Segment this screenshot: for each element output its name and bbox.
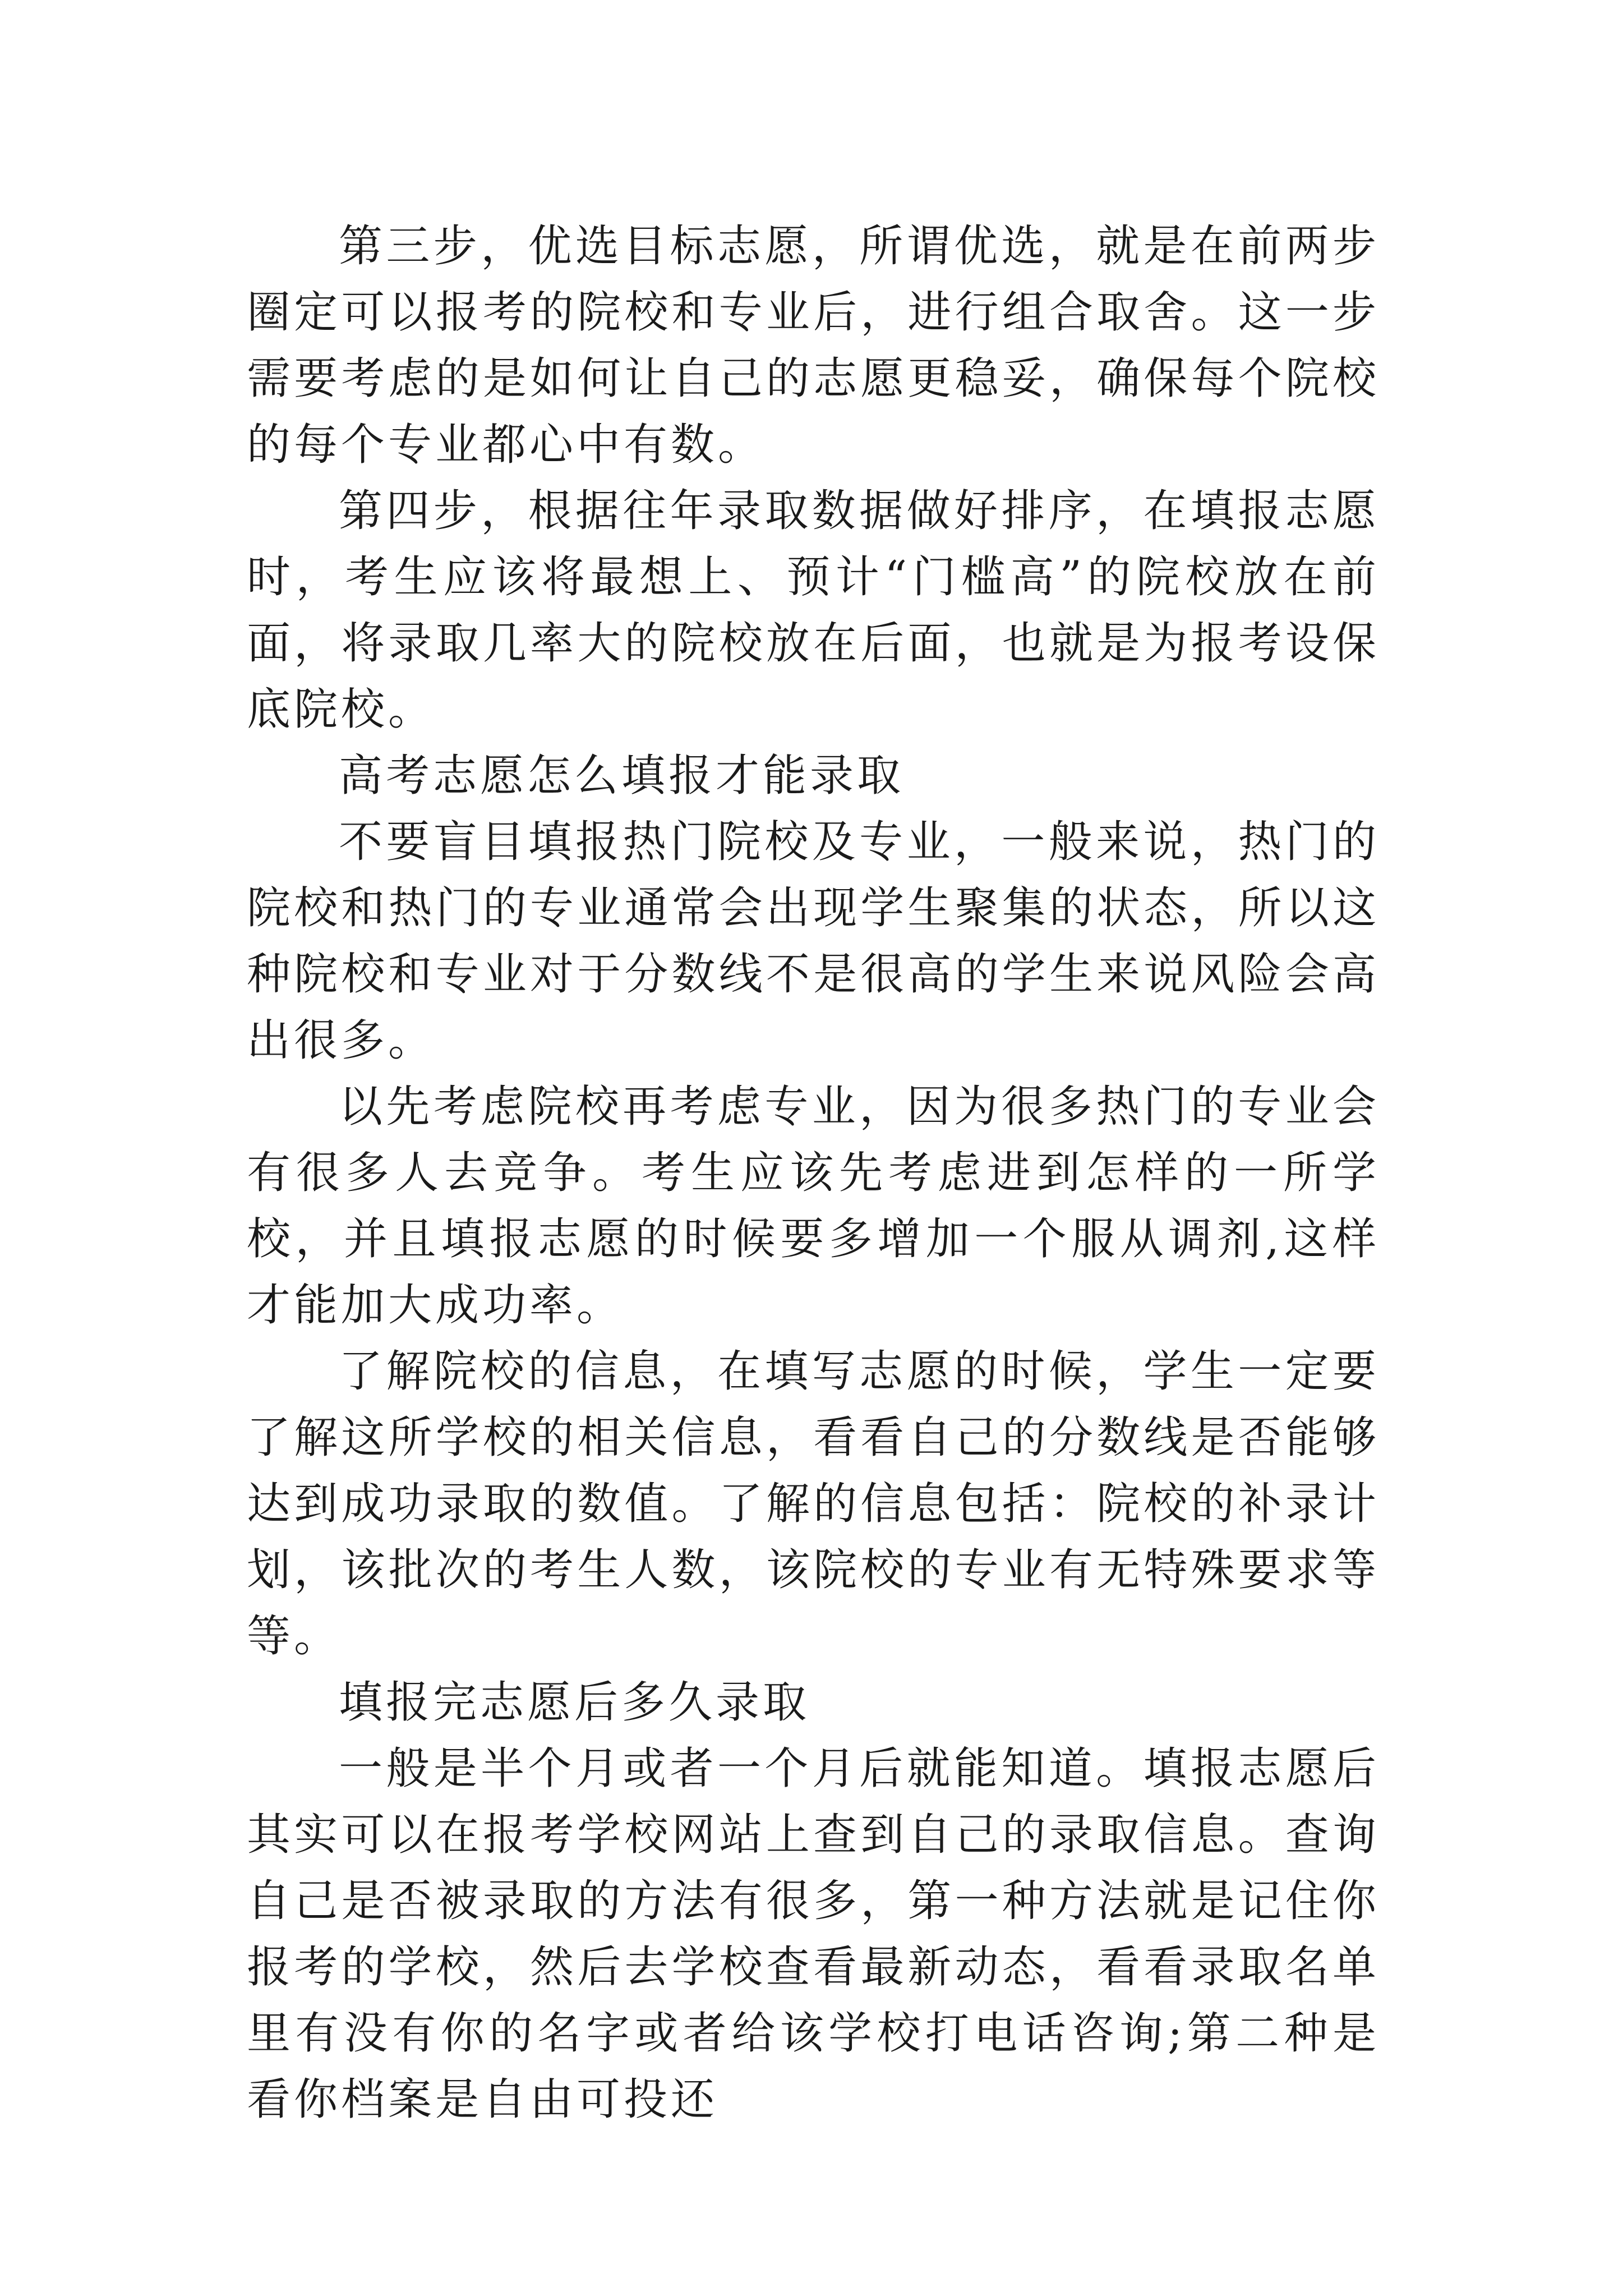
paragraph-step-three: 第三步，优选目标志愿，所谓优选，就是在前两步圈定可以报考的院校和专业后，进行组合取舍。这一步需要考虑的是如何让自己的志愿更稳妥，确保每个院校的每个专业都心中有数。 bbox=[247, 221, 1380, 470]
paragraph-admission-timing: 一般是半个月或者一个月后就能知道。填报志愿后其实可以在报考学校网站上查到自己的录取信息。查询自己是否被录取的方法有很多，第一种方法就是记住你报考的学校，然后去学校查看最新动态，看看录取名单里有没有你的名字或者给该学校打电话咨询;第二种是看你档案是自由可投还 bbox=[247, 1743, 1380, 2125]
paragraph-avoid-popular: 不要盲目填报热门院校及专业，一般来说，热门的院校和热门的专业通常会出现学生聚集的状态，所以这种院校和专业对于分数线不是很高的学生来说风险会高出很多。 bbox=[247, 817, 1380, 1066]
paragraph-step-four: 第四步，根据往年录取数据做好排序，在填报志愿时，考生应该将最想上、预计“门槛高”的院校放在前面，将录取几率大的院校放在后面，也就是为报考设保底院校。 bbox=[247, 486, 1380, 735]
paragraph-school-first: 以先考虑院校再考虑专业，因为很多热门的专业会有很多人去竞争。考生应该先考虑进到怎样的一所学校，并且填报志愿的时候要多增加一个服从调剂,这样才能加大成功率。 bbox=[247, 1082, 1380, 1331]
heading-how-to-fill: 高考志愿怎么填报才能录取 bbox=[339, 751, 905, 801]
heading-admission-timing: 填报完志愿后多久录取 bbox=[339, 1677, 810, 1728]
paragraph-know-school-info: 了解院校的信息，在填写志愿的时候，学生一定要了解这所学校的相关信息，看看自己的分数线是否能够达到成功录取的数值。了解的信息包括：院校的补录计划，该批次的考生人数，该院校的专业有无特殊要求等等。 bbox=[247, 1346, 1380, 1662]
document-body bbox=[247, 213, 1380, 2133]
